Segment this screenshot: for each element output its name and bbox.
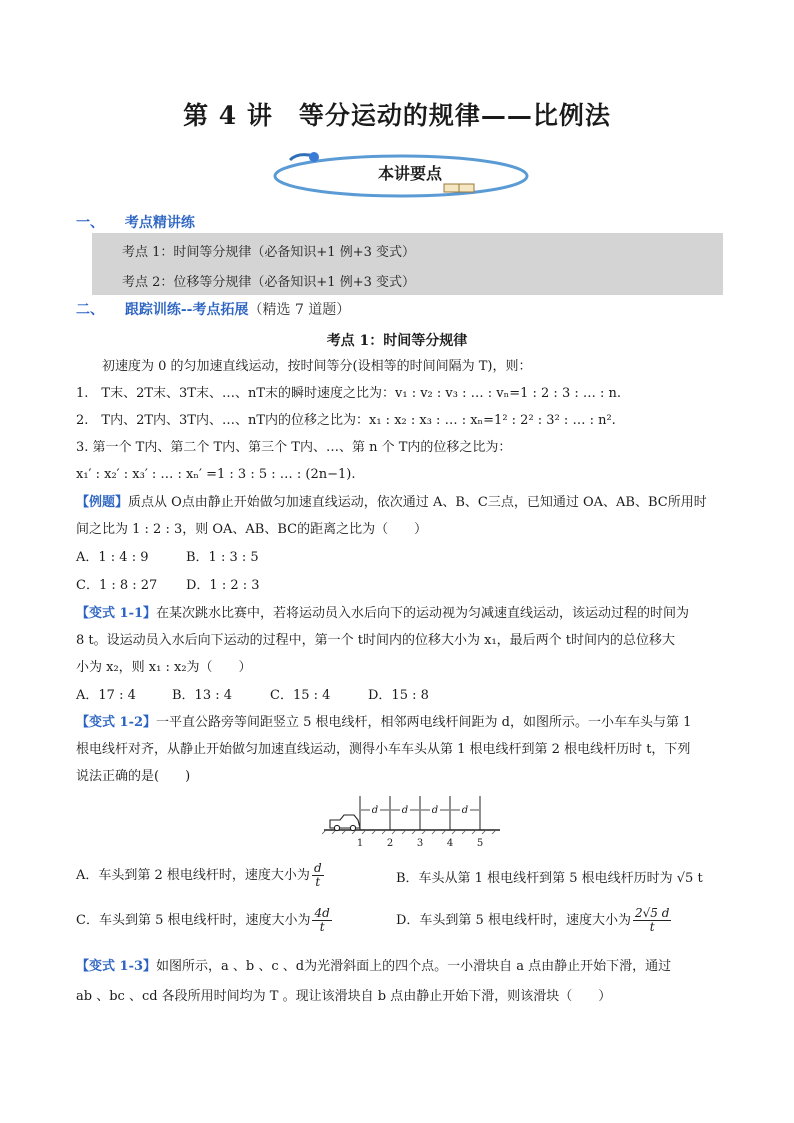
rule-3-line-2: x₁′ : x₂′ : x₃′ : … : xₙ′ =1 : 3 : 5 : … : (2n−1).	[76, 467, 356, 482]
variant-1-2-text-3: 说法正确的是( )	[76, 769, 191, 784]
variant-1-2-text-2: 根电线杆对齐，从静止开始做匀加速直线运动，测得小车车头从第 1 根电线杆到第 2 根电线杆历时 t，下列	[76, 742, 691, 757]
variant-1-1-text-3: 小为 x₂，则 x₁ : x₂为（ ）	[76, 660, 252, 675]
variant-1-2-option-d	[396, 907, 726, 934]
variant-1-2-option-c-text: C．车头到第 5 根电线杆时，速度大小为	[76, 913, 311, 928]
rule-2: 2. T内、2T内、3T内、…、nT内的位移之比为：x₁ : x₂ : x₃ : … : xₙ=1² : 2² : 3² : … : n².	[76, 413, 616, 428]
variant-1-2-option-b: B．车头从第 1 根电线杆到第 5 根电线杆历时为 √5 t	[396, 871, 703, 886]
distance-label-4: d	[461, 805, 469, 816]
option-c-fraction	[312, 907, 331, 934]
variant-1-2-tag: 【变式 1-2】	[76, 715, 157, 730]
variant-1-3-tag: 【变式 1-3】	[76, 959, 157, 974]
variant-1-1-line-1	[76, 605, 726, 623]
pole-number-3: 3	[416, 838, 424, 849]
example-text-2: 间之比为 1 : 2 : 3，则 OA、AB、BC的距离之比为（ ）	[76, 522, 428, 537]
rule-3-line-1: 3. 第一个 T内、第二个 T内、第三个 T内、…、第 n 个 T内的位移之比为：	[76, 440, 512, 455]
variant-1-3-text-1: 如图所示，a 、b 、c 、d为光滑斜面上的四个点。一小滑块自 a 点由静止开始下滑，通过	[156, 959, 672, 974]
pole-number-1: 1	[356, 838, 364, 849]
variant-1-2-option-a	[76, 862, 376, 889]
intro-text: 初速度为 0 的匀加速直线运动，按时间等分(设相等的时间间隔为 T)，则：	[102, 359, 532, 374]
pole-number-5: 5	[476, 838, 484, 849]
distance-label-2: d	[401, 805, 409, 816]
option-c-denominator: t	[319, 920, 325, 934]
variant-1-1-text-2: 8 t。设运动员入水后向下运动的过程中，第一个 t时间内的位移大小为 x₁，最后两个 t时间内的总位移大	[76, 633, 676, 648]
summary-item-1: 考点 1：时间等分规律（必备知识+1 例+3 变式）	[122, 245, 415, 260]
section-1-heading	[76, 212, 195, 232]
pole-figure	[322, 794, 502, 850]
variant-1-3-text-2: ab 、bc 、cd 各段所用时间均为 T 。现让该滑块自 b 点由静止开始下滑，则该滑块（ ）	[76, 989, 612, 1004]
option-c-numerator: 4d	[314, 906, 330, 920]
section-1-number: 一、	[76, 215, 104, 231]
variant-1-3-line-1	[76, 958, 726, 976]
example-option-b: B．1 : 3 : 5	[186, 550, 259, 565]
example-option-c: C．1 : 8 : 27	[76, 578, 158, 593]
example-option-a: A．1 : 4 : 9	[76, 550, 149, 565]
variant-1-1-option-c: C．15 : 4	[270, 688, 331, 703]
variant-1-2-option-a-text: A．车头到第 2 根电线杆时，速度大小为	[76, 868, 310, 883]
option-d-numerator: 2√5 d	[634, 906, 670, 920]
option-a-numerator: d	[313, 861, 322, 875]
section-2-label: 跟踪训练--考点拓展	[124, 302, 249, 318]
variant-1-2-text-1: 一平直公路旁等间距竖立 5 根电线杆，相邻两电线杆间距为 d，如图所示。一小车车头与第 1	[156, 715, 692, 730]
option-a-fraction	[312, 862, 324, 889]
keypoint-1-title: 考点 1：时间等分规律	[326, 333, 468, 349]
distance-label-3: d	[431, 805, 439, 816]
pole-number-2: 2	[386, 838, 394, 849]
variant-1-2-option-d-text: D．车头到第 5 根电线杆时，速度大小为	[396, 913, 631, 928]
option-d-denominator: t	[649, 920, 655, 934]
variant-1-1-option-d: D．15 : 8	[368, 688, 429, 703]
banner-title: 本讲要点	[377, 164, 442, 183]
example-text-1: 质点从 O点由静止开始做匀加速直线运动，依次通过 A、B、C三点，已知通过 OA、AB、BC所用时	[128, 495, 707, 510]
distance-label-1: d	[371, 805, 379, 816]
section-2-heading	[76, 299, 350, 319]
summary-item-2: 考点 2：位移等分规律（必备知识+1 例+3 变式）	[122, 275, 415, 290]
variant-1-1-option-b: B．13 : 4	[172, 688, 233, 703]
variant-1-1-text-1: 在某次跳水比赛中，若将运动员入水后向下的运动视为匀减速直线运动，该运动过程的时间为	[156, 606, 690, 621]
section-2-note: （精选 7 道题）	[248, 302, 351, 318]
example-tag: 【例题】	[76, 495, 129, 510]
option-a-denominator: t	[315, 875, 321, 889]
section-2-number: 二、	[76, 302, 104, 318]
variant-1-1-tag: 【变式 1-1】	[76, 606, 157, 621]
rule-1: 1. T末、2T末、3T末、…、nT末的瞬时速度之比为：v₁ : v₂ : v₃ : … : vₙ=1 : 2 : 3 : … : n.	[76, 386, 622, 401]
variant-1-2-option-c	[76, 907, 376, 934]
variant-1-1-option-a: A．17 : 4	[76, 688, 136, 703]
option-d-fraction	[633, 907, 671, 934]
example-option-d: D．1 : 2 : 3	[186, 578, 260, 593]
car-icon	[330, 815, 360, 831]
pole-number-4: 4	[446, 838, 454, 849]
page-title: 第 4 讲 等分运动的规律——比例法	[183, 101, 611, 130]
section-1-label: 考点精讲练	[124, 215, 195, 231]
example-line-1	[76, 494, 726, 512]
variant-1-2-line-1	[76, 714, 726, 732]
